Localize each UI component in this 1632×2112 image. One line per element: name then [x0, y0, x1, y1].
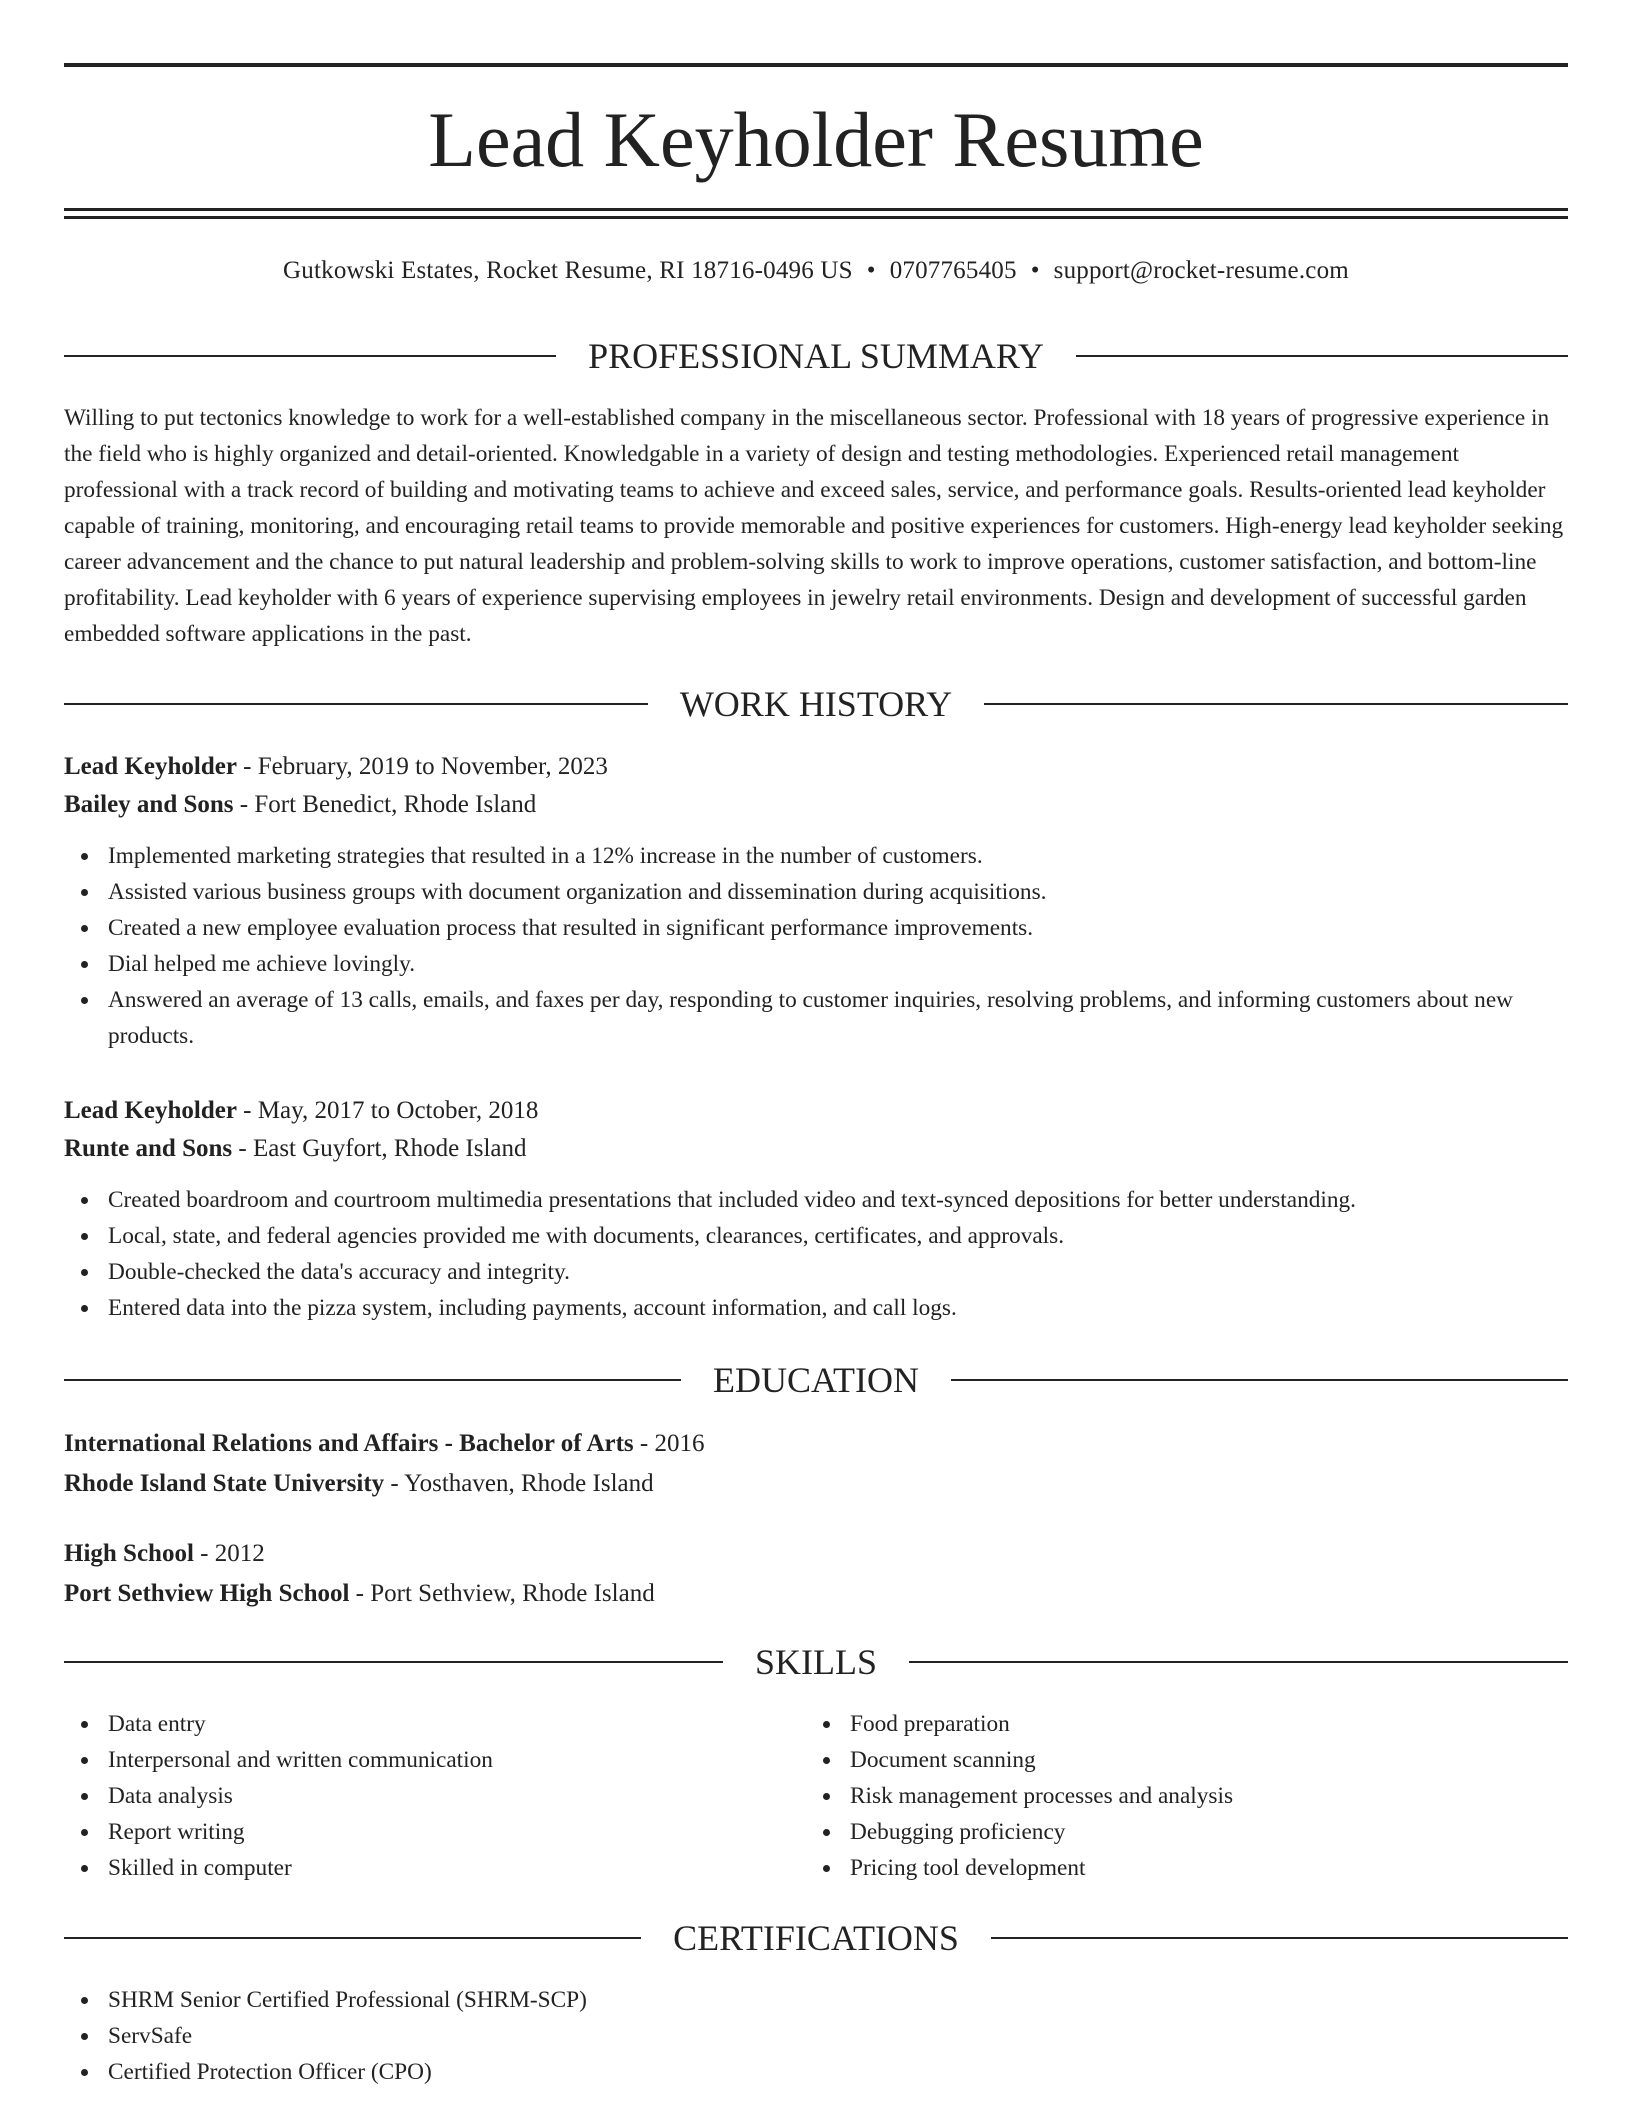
- section-title: SKILLS: [755, 1642, 878, 1682]
- skill-item: Interpersonal and written communication: [64, 1742, 804, 1778]
- job-company-line: [64, 1130, 1568, 1168]
- title-rule-lower: [64, 216, 1568, 219]
- skill-item: Risk management processes and analysis: [806, 1778, 1546, 1814]
- section-title: EDUCATION: [713, 1360, 919, 1400]
- skill-item: Report writing: [64, 1814, 804, 1850]
- certification-item: SHRM Senior Certified Professional (SHRM-SCP): [64, 1982, 1568, 2018]
- education-degree-line: [64, 1424, 1568, 1464]
- section-heading-work-history: [64, 682, 1568, 726]
- list-item: Created a new employee evaluation process that resulted in significant performance improvements.: [64, 910, 1568, 946]
- skill-item: Skilled in computer: [64, 1850, 804, 1886]
- heading-rule-left: [64, 1937, 641, 1939]
- education-entry: [64, 1424, 1568, 1504]
- certifications-list: [64, 1982, 1568, 2090]
- job-location: - Fort Benedict, Rhode Island: [233, 791, 537, 818]
- list-item: Local, state, and federal agencies provided me with documents, clearances, certificates, and approvals.: [64, 1218, 1568, 1254]
- skill-item: Pricing tool development: [806, 1850, 1546, 1886]
- title-rule-upper: [64, 208, 1568, 211]
- list-item: Answered an average of 13 calls, emails, and faxes per day, responding to customer inquiries, resolving problems, and informing customers about new products.: [64, 982, 1568, 1054]
- job-title-line: [64, 1092, 1568, 1130]
- job-bullets: [64, 838, 1568, 1054]
- education-degree: High School: [64, 1540, 194, 1567]
- certification-item: ServSafe: [64, 2018, 1568, 2054]
- education-school-line: [64, 1574, 1568, 1614]
- job-title: Lead Keyholder: [64, 1097, 237, 1124]
- job-dates: - February, 2019 to November, 2023: [236, 753, 608, 780]
- heading-rule-right: [991, 1937, 1568, 1939]
- education-year: - 2016: [633, 1430, 705, 1457]
- section-title: WORK HISTORY: [679, 684, 953, 724]
- skill-item: Food preparation: [806, 1706, 1546, 1742]
- education-location: - Port Sethview, Rhode Island: [349, 1580, 655, 1607]
- summary-block: [64, 400, 1568, 652]
- education-school: Rhode Island State University: [64, 1470, 385, 1497]
- section-heading-education: [64, 1358, 1568, 1402]
- skills-column-left: [64, 1706, 804, 1886]
- section-title: CERTIFICATIONS: [673, 1918, 959, 1958]
- job-entry: [64, 1092, 1568, 1326]
- job-entry: [64, 748, 1568, 1054]
- job-dates: - May, 2017 to October, 2018: [236, 1097, 539, 1124]
- heading-rule-left: [64, 355, 556, 357]
- section-heading-skills: [64, 1640, 1568, 1684]
- job-title: Lead Keyholder: [64, 753, 237, 780]
- page-title: Lead Keyholder Resume: [428, 96, 1204, 183]
- skill-item: Data entry: [64, 1706, 804, 1742]
- job-bullets: [64, 1182, 1568, 1326]
- job-title-line: [64, 748, 1568, 786]
- list-item: Assisted various business groups with document organization and dissemination during acquisitions.: [64, 874, 1568, 910]
- list-item: Double-checked the data's accuracy and integrity.: [64, 1254, 1568, 1290]
- education-year: - 2012: [193, 1540, 265, 1567]
- heading-rule-left: [64, 703, 648, 705]
- heading-rule-right: [984, 703, 1568, 705]
- certifications-block: [64, 1982, 1568, 2090]
- education-location: - Yosthaven, Rhode Island: [384, 1470, 654, 1497]
- heading-rule-right: [909, 1661, 1568, 1663]
- list-item: Implemented marketing strategies that resulted in a 12% increase in the number of customers.: [64, 838, 1568, 874]
- job-location: - East Guyfort, Rhode Island: [232, 1135, 527, 1162]
- education-degree: International Relations and Affairs - Bachelor of Arts: [64, 1430, 634, 1457]
- contact-phone: 0707765405: [889, 257, 1017, 284]
- heading-rule-right: [951, 1379, 1568, 1381]
- job-company-line: [64, 786, 1568, 824]
- contact-separator: •: [866, 257, 876, 284]
- skill-item: Debugging proficiency: [806, 1814, 1546, 1850]
- skills-list: [64, 1706, 804, 1886]
- section-heading-summary: [64, 334, 1568, 378]
- section-title: PROFESSIONAL SUMMARY: [588, 336, 1044, 376]
- summary-text: Willing to put tectonics knowledge to work for a well-established company in the miscellaneous sector. Professional with 18 years of progressive experience in the field who is highly organized and detail-oriented. Knowledgable in a variety of design and testing methodologies. Experienced retail management professional with a track record of building and motivating teams to achieve and exceed sales, service, and performance goals. Results-oriented lead keyholder capable of training, monitoring, and encouraging retail teams to provide memorable and positive experiences for customers. High-energy lead keyholder seeking career advancement and the chance to put natural leadership and problem-solving skills to work to improve operations, customer satisfaction, and bottom-line profitability. Lead keyholder with 6 years of experience supervising employees in jewelry retail environments. Design and development of successful garden embedded software applications in the past.: [64, 405, 1564, 647]
- section-heading-certifications: [64, 1916, 1568, 1960]
- heading-rule-left: [64, 1379, 681, 1381]
- contact-address: Gutkowski Estates, Rocket Resume, RI 18716-0496 US: [283, 257, 853, 284]
- contact-separator: •: [1030, 257, 1040, 284]
- education-school: Port Sethview High School: [64, 1580, 350, 1607]
- top-rule: [64, 63, 1568, 67]
- education-school-line: [64, 1464, 1568, 1504]
- heading-rule-right: [1076, 355, 1568, 357]
- list-item: Dial helped me achieve lovingly.: [64, 946, 1568, 982]
- contact-email: support@rocket-resume.com: [1053, 257, 1349, 284]
- skills-column-right: [806, 1706, 1546, 1886]
- education-entry: [64, 1534, 1568, 1614]
- heading-rule-left: [64, 1661, 723, 1663]
- job-company: Runte and Sons: [64, 1135, 233, 1162]
- education-degree-line: [64, 1534, 1568, 1574]
- list-item: Created boardroom and courtroom multimedia presentations that included video and text-synced depositions for better understanding.: [64, 1182, 1568, 1218]
- skill-item: Data analysis: [64, 1778, 804, 1814]
- skills-list: [806, 1706, 1546, 1886]
- list-item: Entered data into the pizza system, including payments, account information, and call logs.: [64, 1290, 1568, 1326]
- certification-item: Certified Protection Officer (CPO): [64, 2054, 1568, 2090]
- contact-line: [64, 253, 1568, 289]
- skill-item: Document scanning: [806, 1742, 1546, 1778]
- job-company: Bailey and Sons: [64, 791, 234, 818]
